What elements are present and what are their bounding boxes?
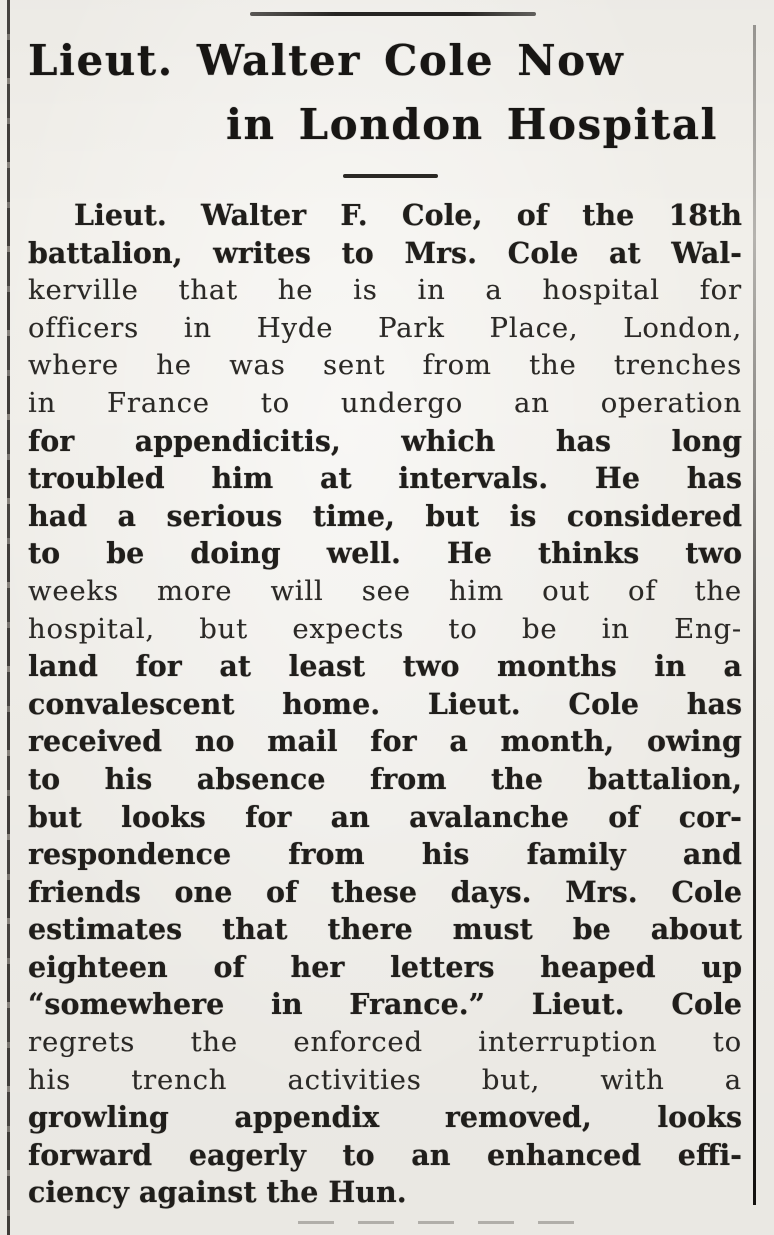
body-line: troubled him at intervals. He has: [28, 461, 742, 496]
body-line: for appendicitis, which has long: [28, 423, 742, 458]
body-line: estimates that there must be about: [28, 912, 742, 947]
body-line: “somewhere in France.” Lieut. Cole: [28, 987, 742, 1022]
body-line: convalescent home. Lieut. Cole has: [28, 686, 742, 721]
headline-line-1: Lieut. Walter Cole Now: [28, 36, 625, 85]
body-line: growling appendix removed, looks: [28, 1100, 742, 1135]
body-line: weeks more will see him out of the: [28, 574, 742, 607]
body-line: to be doing well. He thinks two: [28, 536, 742, 571]
body-line: friends one of these days. Mrs. Cole: [28, 874, 742, 909]
body-line: Lieut. Walter F. Cole, of the 18th: [74, 198, 742, 232]
left-column-rule: [7, 0, 10, 1235]
right-column-rule: [753, 25, 756, 1205]
body-line: battalion, writes to Mrs. Cole at Wal-: [28, 235, 742, 270]
body-line: eighteen of her letters heaped up: [28, 949, 742, 984]
body-line: received no mail for a month, owing: [28, 724, 742, 759]
top-section-rule: [250, 12, 536, 16]
body-line: hospital, but expects to be in Eng-: [28, 612, 742, 645]
body-line: but looks for an avalanche of cor-: [28, 799, 742, 834]
body-line: officers in Hyde Park Place, London,: [28, 311, 742, 344]
article-body: [28, 197, 742, 1212]
body-line: had a serious time, but is considered: [28, 498, 742, 533]
body-line: forward eagerly to an enhanced effi-: [28, 1137, 742, 1172]
body-line: regrets the enforced interruption to: [28, 1026, 742, 1059]
body-line: in France to undergo an operation: [28, 386, 742, 419]
body-line: kerville that he is in a hospital for: [28, 274, 742, 307]
headline-divider-rule: [343, 174, 438, 178]
body-line: his trench activities but, with a: [28, 1063, 742, 1096]
body-line: ciency against the Hun.: [28, 1175, 407, 1210]
body-line: where he was sent from the trenches: [28, 349, 742, 382]
bottom-faint-rule: [298, 1221, 578, 1224]
body-line: to his absence from the battalion,: [28, 761, 742, 796]
body-line: land for at least two months in a: [28, 649, 742, 684]
body-line: respondence from his family and: [28, 837, 742, 872]
headline-line-2: in London Hospital: [226, 100, 718, 149]
